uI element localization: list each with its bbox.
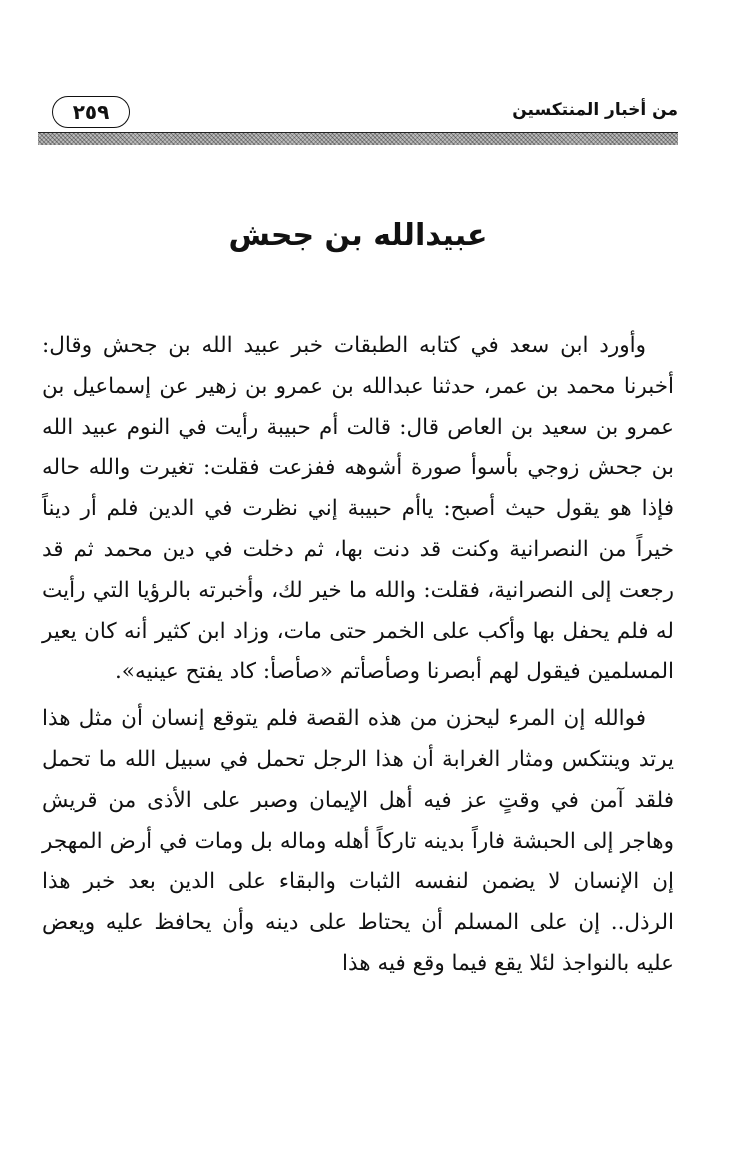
- paragraph: وأورد ابن سعد في كتابه الطبقات خبر عبيد الله بن جحش وقال: أخبرنا محمد بن عمر، حدثنا عبدالله بن عمرو بن زهير عن إسماعيل بن عمرو بن سعيد بن العاص قال: قالت أم حبيبة رأيت في النوم عبيد الله بن جحش زوجي بأسوأ صورة أشوهه ففزعت فقلت: تغيرت والله حاله فإذا هو يقول حيث أصبح: ياأم حبيبة إني نظرت في الدين فلم أر ديناً خيراً من النصرانية وكنت قد دنت بها، ثم دخلت في دين محمد ثم قد رجعت إلى النصرانية، فقلت: والله ما خير لك، وأخبرته بالرؤيا التي رأيت له فلم يحفل بها وأكب على الخمر حتى مات، وزاد ابن كثير أنه كان يعير المسلمين فيقول لهم أبصرنا وصأصأتم «صأصأ: كاد يفتح عينيه».: [42, 333, 674, 685]
- running-header: [38, 86, 678, 132]
- chapter-title: عبيدالله بن جحش: [228, 218, 488, 253]
- body-text: [42, 326, 674, 985]
- running-book-title: من أخبار المنتكسين: [512, 100, 678, 120]
- page-number: ٢٥٩: [52, 96, 130, 128]
- paragraph: فوالله إن المرء ليحزن من هذه القصة فلم يتوقع إنسان أن مثل هذا يرتد وينتكس ومثار الغرابة أن هذا الرجل تحمل في سبيل الله ما تحمل فلقد آمن في وقتٍ عز فيه أهل الإيمان وصبر على الأذى من قريش وهاجر إلى الحبشة فاراً بدينه تاركاً أهله وماله بل ومات في أرض المهجر إن الإنسان لا يضمن لنفسه الثبات والبقاء على الدين بعد خبر هذا الرذل.. إن على المسلم أن يحتاط على دينه وأن يحافظ عليه ويعض عليه بالنواجذ لئلا يقع فيما وقع فيه هذا: [42, 706, 674, 976]
- header-divider: [38, 132, 678, 145]
